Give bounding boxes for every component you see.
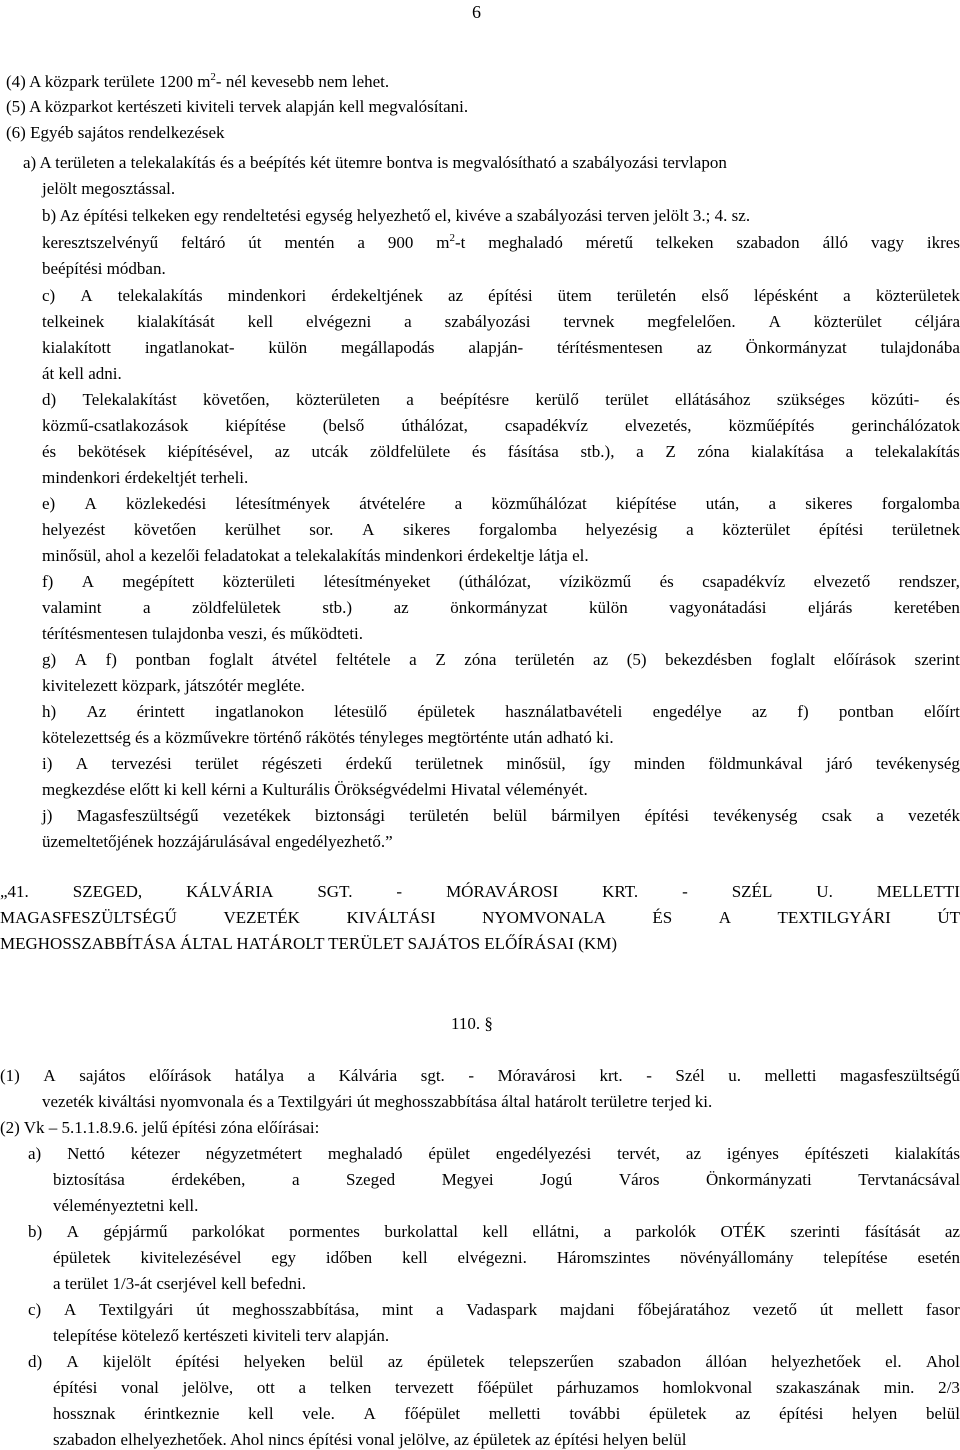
text-line: „41. SZEGED, KÁLVÁRIA SGT. - MÓRAVÁROSI KRT. - SZÉL U. MELLETTI bbox=[0, 882, 960, 901]
text-line: i) A tervezési terület régészeti érdekű területnek minősül, így minden földmunkával járó tevékenység bbox=[42, 754, 960, 773]
text-line: üzemeltetőjének hozzájárulásával engedélyezhető.” bbox=[42, 832, 393, 851]
text-line: épületek kivitelezésével egy időben kell elvégezni. Háromszintes növényállomány telepítése esetén bbox=[53, 1248, 960, 1267]
text-line: e) A közlekedési létesítmények átvételére a közműhálózat kiépítése után, a sikeres forgalomba bbox=[42, 494, 960, 513]
text-line: kötelezettség és a közművekre történő rákötés tényleges megtörténte után adható ki. bbox=[42, 728, 614, 747]
text-line: a terület 1/3-át cserjével kell befedni. bbox=[53, 1274, 306, 1293]
superscript: 2 bbox=[449, 232, 455, 244]
text-line: a) A területen a telekalakítás és a beépítés két ütemre bontva is megvalósítható a szabályozási tervlapon bbox=[23, 153, 727, 172]
text-line: szabadon elhelyezhetőek. Ahol nincs építési vonal jelölve, az épületek az építési helyen belül bbox=[53, 1430, 687, 1449]
text-line: a) Nettó kétezer négyzetmétert meghaladó épület engedélyezési tervét, az igényes építészeti kialakítás bbox=[28, 1144, 960, 1163]
text-line: c) A telekalakítás mindenkori érdekeltjének az építési ütem területén első lépésként a közterületek bbox=[42, 286, 960, 305]
text-line: (6) Egyéb sajátos rendelkezések bbox=[6, 123, 225, 142]
text-line: telepítése kötelező kertészeti kiviteli terv alapján. bbox=[53, 1326, 390, 1345]
text-line: (4) A közpark területe 1200 $m^2-$ nél kevesebb nem lehet. bbox=[6, 71, 390, 91]
superscript: 2 bbox=[210, 71, 216, 83]
text-line: kialakított ingatlanokat- külön megállapodás alapján- térítésmentesen az Önkormányzat tulajdonába bbox=[42, 338, 960, 357]
text-line: d) A kijelölt építési helyeken belül az épületek telepszerűen szabadon állóan helyezhetőek el. Ahol bbox=[28, 1352, 960, 1371]
text-line: mindenkori érdekeltjét terheli. bbox=[42, 468, 249, 487]
text-line: kivitelezett közpark, játszótér megléte. bbox=[42, 676, 305, 695]
text-line: MAGASFESZÜLTSÉGŰ VEZETÉK KIVÁLTÁSI NYOMVONALA ÉS A TEXTILGYÁRI ÚT bbox=[0, 908, 960, 927]
text-line: építési vonal jelölve, ott a telken tervezett főépület párhuzamos homlokvonal szakaszának min. 2/3 bbox=[53, 1378, 960, 1397]
text-line: beépítési módban. bbox=[42, 259, 166, 278]
section-number: 110. § bbox=[451, 1014, 493, 1033]
text-line: j) Magasfeszültségű vezetékek biztonsági területén belül bármilyen építési tevékenység csak a vezeték bbox=[42, 806, 960, 825]
text-line: g) A f) pontban foglalt átvétel feltétele a Z zóna területén az (5) bekezdésben foglalt előírások szerint bbox=[42, 650, 960, 669]
text-line: jelölt megosztással. bbox=[42, 179, 176, 198]
text-line: telkeinek kialakítását kell elvégezni a szabályozási tervnek megfelelően. A közterület céljára bbox=[42, 312, 960, 331]
text-line: helyezést követően kerülhet sor. A sikeres forgalomba helyezésig a közterület építési területnek bbox=[42, 520, 960, 539]
text-line: (1) A sajátos előírások hatálya a Kálvária sgt. - Móravárosi krt. - Szél u. melletti magasfeszültségű bbox=[0, 1066, 960, 1085]
text-line: közmű-csatlakozások kiépítése (belső úthálózat, csapadékvíz elvezetés, közműépítés gerinchálózatok bbox=[42, 416, 960, 435]
text-line: d) Telekalakítást követően, közterületen a beépítésre kerülő terület ellátásához szükséges közúti- és bbox=[42, 390, 960, 409]
text-line: minősül, ahol a kezelői feladatokat a telekalakítás mindenkori érdekeltje látja el. bbox=[42, 546, 589, 565]
text-line: (2) Vk – 5.1.1.8.9.6. jelű építési zóna előírásai: bbox=[0, 1118, 320, 1137]
text-line: vezeték kiváltási nyomvonala és a Textilgyári út meghosszabbítása által határolt területre terjed ki. bbox=[42, 1092, 713, 1111]
text-line: MEGHOSSZABBÍTÁSA ÁLTAL HATÁROLT TERÜLET SAJÁTOS ELŐÍRÁSAI (KM) bbox=[0, 934, 617, 953]
text-line: valamint a zöldfelületek stb.) az önkormányzat külön vagyonátadási eljárás keretében bbox=[42, 598, 960, 617]
text-line: keresztszelvényű feltáró út mentén a 900 $m^2-t$ meghaladó méretű telkeken szabadon álló vagy ikres bbox=[42, 232, 960, 252]
text-line: c) A Textilgyári út meghosszabbítása, mint a Vadaspark majdani főbejáratához vezető út mellett fasor bbox=[28, 1300, 960, 1319]
text-line: f) A megépített közterületi létesítményeket (úthálózat, víziközmű és csapadékvíz elvezető rendszer, bbox=[42, 572, 960, 591]
text-line: át kell adni. bbox=[42, 364, 122, 383]
text-line: (5) A közparkot kertészeti kiviteli tervek alapján kell megvalósítani. bbox=[6, 97, 469, 116]
text-line: b) Az építési telkeken egy rendeltetési egység helyezhető el, kivéve a szabályozási terven jelölt 3.; 4. sz. bbox=[42, 206, 751, 225]
text-line: hossznak érintkeznie kell vele. A főépület melletti további épületek az építési helyen belül bbox=[53, 1404, 960, 1423]
text-line: és bekötések kiépítésével, az utcák zöldfelülete és fásítása stb.), a Z zóna kialakítása a telekalakítás bbox=[42, 442, 960, 461]
page-number: 6 bbox=[472, 2, 481, 22]
text-line: térítésmentesen tulajdonba veszi, és működteti. bbox=[42, 624, 364, 643]
text-line: b) A gépjármű parkolókat pormentes burkolattal kell ellátni, a parkolók OTÉK szerinti fásítását az bbox=[28, 1222, 960, 1241]
text-line: h) Az érintett ingatlanokon létesülő épületek használatbavételi engedélye az f) pontban előírt bbox=[42, 702, 960, 721]
text-line: véleményeztetni kell. bbox=[53, 1196, 199, 1215]
text-line: biztosítása érdekében, a Szeged Megyei Jogú Város Önkormányzati Tervtanácsával bbox=[53, 1170, 960, 1189]
text-line: megkezdése előtt ki kell kérni a Kulturális Örökségvédelmi Hivatal véleményét. bbox=[42, 780, 588, 799]
